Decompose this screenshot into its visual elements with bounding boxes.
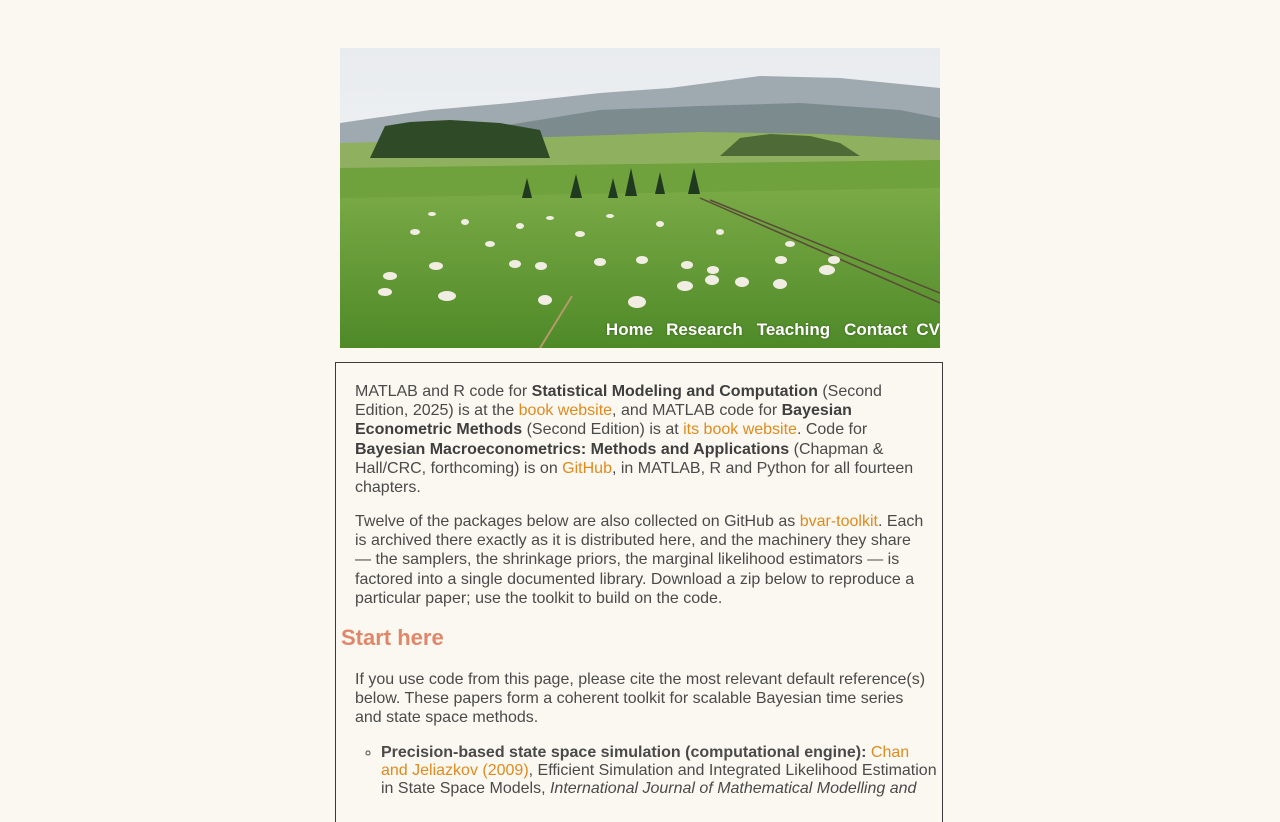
intro-text: (Second Edition) is at	[522, 421, 684, 439]
github-link[interactable]: GitHub	[562, 459, 612, 477]
intro-text: MATLAB and R code for	[355, 383, 532, 400]
nav-contact-link[interactable]: Contact	[844, 320, 908, 339]
intro-text: (Second Edition, 2025) is at the	[355, 383, 882, 420]
book-title: Bayesian Macroeconometrics: Methods and Applications	[355, 440, 790, 458]
reference-journal: International Journal of Mathematical Modelling and	[549, 780, 917, 797]
main-nav	[606, 320, 940, 340]
reference-link[interactable]: Chan and Jeliazkov (2009)	[381, 744, 910, 779]
bvar-toolkit-link[interactable]: bvar-toolkit	[799, 513, 878, 530]
book-title: Statistical Modeling and Computation	[531, 383, 818, 400]
banner-photo	[340, 48, 940, 348]
nav-research-link[interactable]: Research	[666, 320, 743, 339]
start-here-text: If you use code from this page, please cite the most relevant default reference(s) below. These papers form a coherent toolkit for scalable Bayesian time series and state space methods.	[355, 671, 926, 727]
list-item	[381, 744, 940, 798]
book-website-link[interactable]: book website	[518, 402, 613, 420]
nav-teaching-link[interactable]: Teaching	[756, 320, 831, 339]
toolkit-paragraph	[355, 512, 927, 608]
intro-paragraph	[355, 382, 927, 497]
intro-text: (Chapman & Hall/CRC, forthcoming) is on	[355, 440, 884, 477]
start-here-heading: Start here	[341, 625, 444, 650]
nav-cv-link[interactable]: CV	[916, 320, 940, 339]
book-title: Bayesian Econometric Methods	[355, 402, 852, 439]
toolkit-text: . Each is archived there exactly as it is distributed here, and the machinery they share — the samplers, the shrinkage priors, the marginal likelihood estimators — is factored into a single documented library. Download a zip below to reproduce a particular paper; use the toolkit to build on the code.	[355, 513, 924, 607]
intro-text: , and MATLAB code for	[612, 402, 782, 420]
nav-home-link[interactable]: Home	[605, 320, 654, 339]
intro-text: . Code for	[796, 421, 868, 439]
reference-title: Precision-based state space simulation (computational engine):	[381, 744, 867, 761]
reference-list	[336, 744, 940, 798]
main-content	[335, 362, 943, 822]
header-banner	[340, 48, 940, 348]
reference-text: , Efficient Simulation and Integrated Likelihood Estimation in State Space Models,	[381, 762, 937, 797]
toolkit-text: Twelve of the packages below are also collected on GitHub as	[355, 513, 800, 530]
intro-text: , in MATLAB, R and Python for all fourteen chapters.	[355, 459, 914, 497]
its-book-website-link[interactable]: its book website	[683, 421, 797, 439]
